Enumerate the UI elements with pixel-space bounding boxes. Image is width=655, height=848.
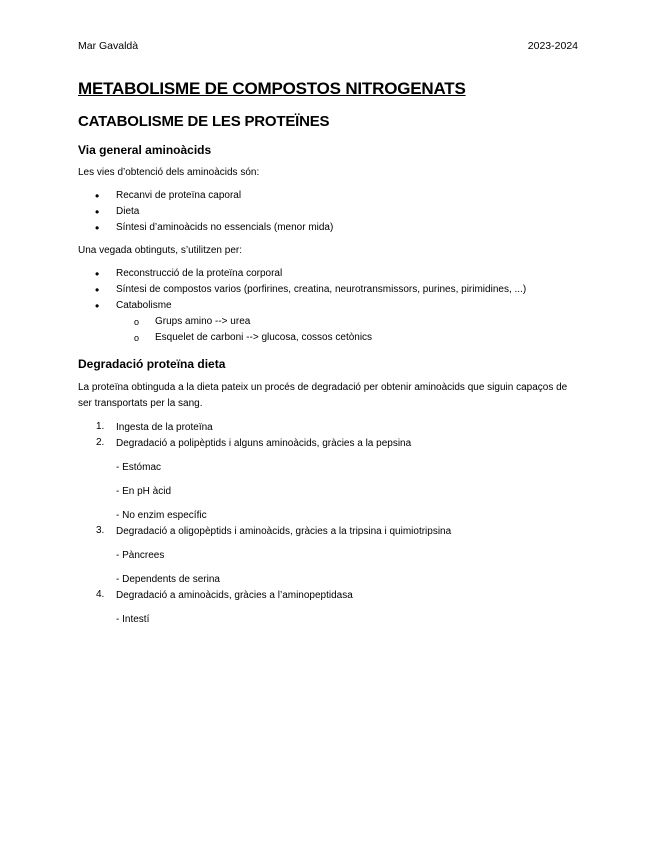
step-detail: - Dependents de serina [116,574,220,585]
step-text: Degradació a polipèptids i alguns aminoàcids, gràcies a la pepsina [116,438,412,449]
list-item: • Recanvi de proteïna caporal [78,188,578,204]
list-item [78,298,578,346]
step-detail: - Pàncrees [116,550,165,561]
subsection-heading-via-general: Via general aminoàcids [78,143,212,157]
list-item: • Reconstrucció de la proteïna corporal [78,266,578,282]
subsection-heading-degradacio: Degradació proteïna dieta [78,357,226,371]
list-item: • Síntesi d’aminoàcids no essencials (menor mida) [78,220,578,236]
steps-list [78,420,578,628]
sublist-item: o Esquelet de carboni --> glucosa, cossos cetònics [78,330,578,346]
step-number: 4. [96,589,105,600]
list-vies-obtencio [78,188,578,236]
step-item [78,436,578,524]
list-item: • Dieta [78,204,578,220]
list-item-label: Catabolisme [116,300,172,311]
document-body [78,78,578,628]
step-number: 2. [96,437,105,448]
header-year: 2023-2024 [527,40,578,52]
paragraph-utilitzacio: Una vegada obtinguts, s’utilitzen per: [78,245,242,256]
document-title: METABOLISME DE COMPOSTOS NITROGENATS [78,79,466,98]
section-heading: CATABOLISME DE LES PROTEÏNES [78,113,330,130]
step-number: 3. [96,525,105,536]
list-utilitzacio [78,266,578,346]
sublist-item: o Grups amino --> urea [78,314,578,330]
paragraph-obtencio: Les vies d’obtenció dels aminoàcids són: [78,167,260,178]
step-detail: - Estómac [116,462,162,473]
header-author: Mar Gavaldà [78,40,139,52]
step-item [78,524,578,588]
step-text: Degradació a oligopèptids i aminoàcids, gràcies a la tripsina i quimiotripsina [116,526,452,537]
step-detail: - No enzim específic [116,510,207,521]
list-item: • Síntesi de compostos varios (porfirines, creatina, neurotransmissors, purines, pirimidines, ...) [78,282,578,298]
step-item [78,420,578,436]
step-detail: - En pH àcid [116,486,172,497]
sublist-catabolisme [116,314,578,346]
step-detail: - Intestí [116,614,150,625]
step-text: Degradació a aminoàcids, gràcies a l’aminopeptidasa [116,590,353,601]
step-text: Ingesta de la proteïna [116,422,213,433]
paragraph-degradacio: La proteïna obtinguda a la dieta pateix un procés de degradació per obtenir aminoàcids que siguin capaços de ser transportats per la sang. [78,382,568,409]
step-item [78,588,578,628]
step-number: 1. [96,421,105,432]
